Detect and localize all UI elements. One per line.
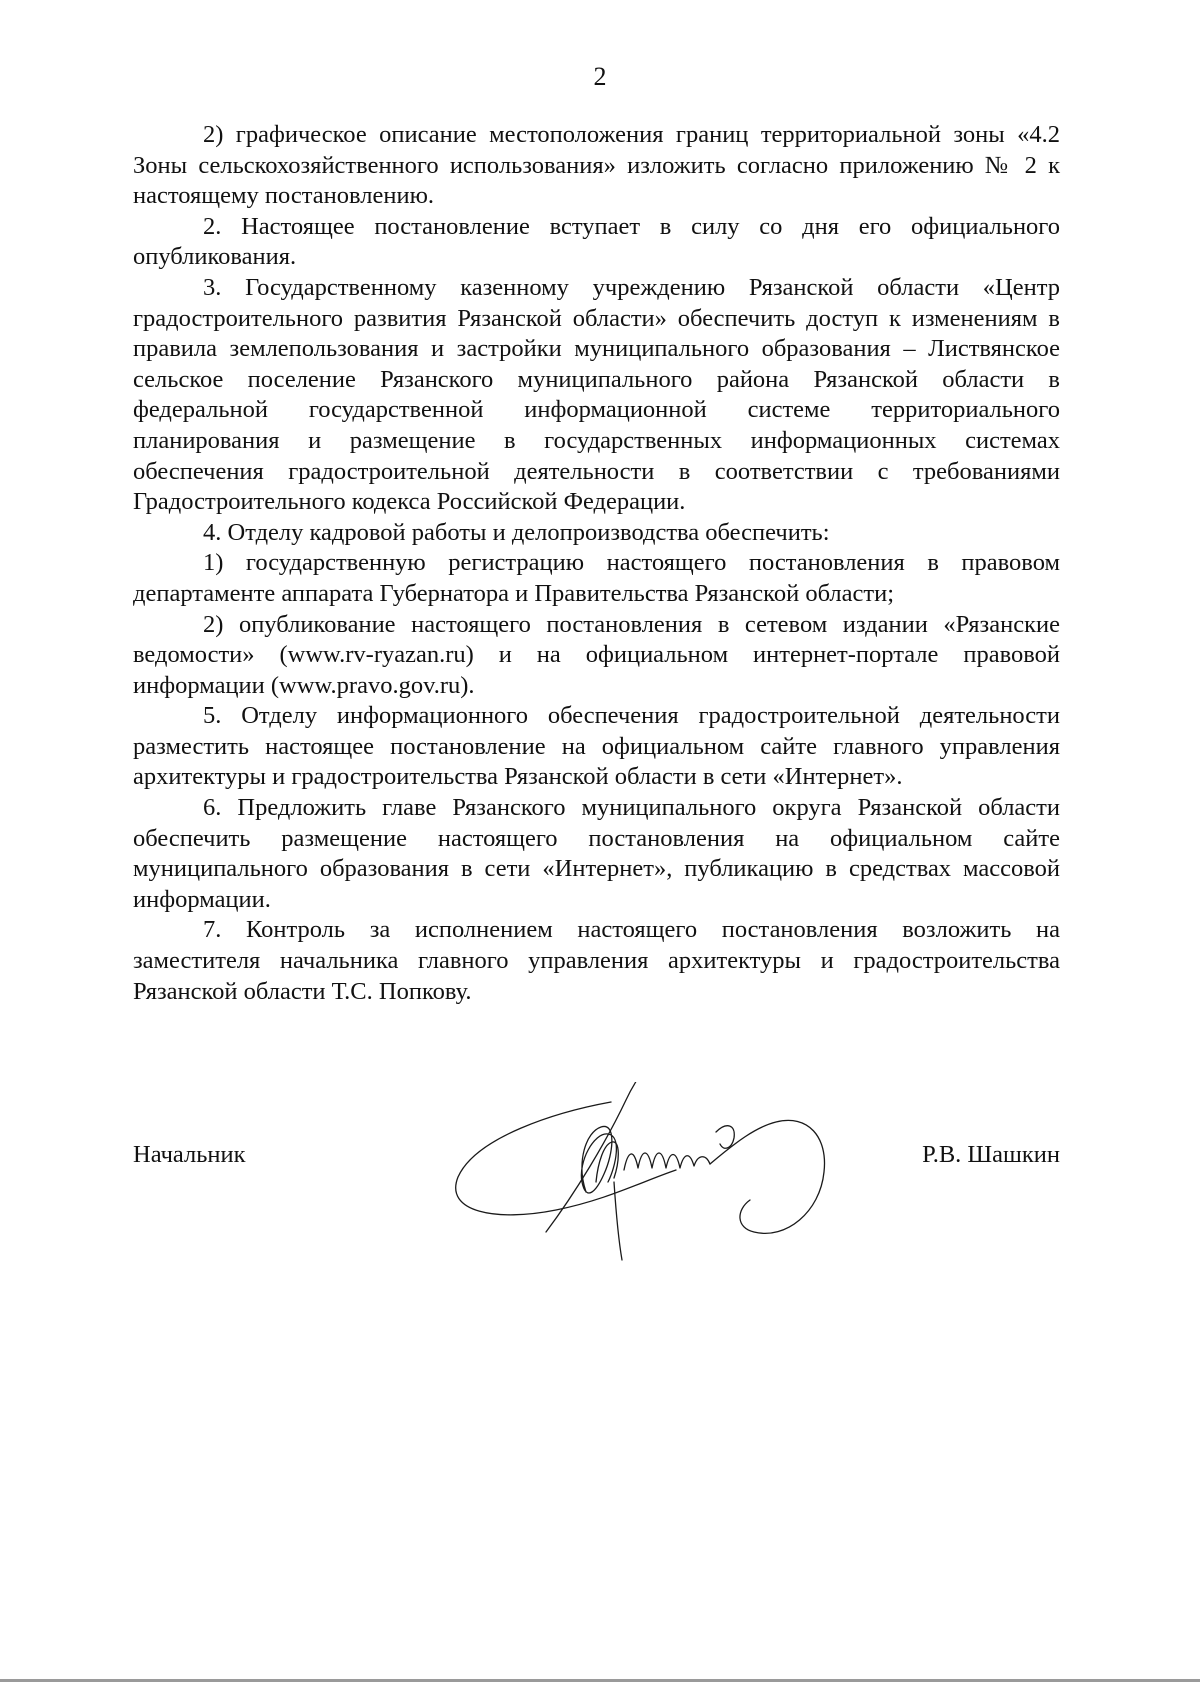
paragraph-item-6-municipal-head: 6. Предложить главе Рязанского муниципального округа Рязанской области обеспечить размещение настоящего постановления на официальном сайте муниципального образования в сети «Интернет», публикацию в средствах массовой информации.: [133, 794, 1060, 913]
signatory-position: Начальник: [133, 1141, 246, 1168]
paragraph-item-5-info-department: 5. Отделу информационного обеспечения градостроительной деятельности разместить настоящее постановление на официальном сайте главного управления архитектуры и градостроительства Рязанской области в сети «Интернет».: [133, 702, 1060, 791]
document-body: [133, 120, 1060, 1007]
paragraph-subitem-2-publication: 2) опубликование настоящего постановления в сетевом издании «Рязанские ведомости» (www.rv-ryazan.ru) и на официальном интернет-портале правовой информации (www.pravo.gov.ru).: [133, 610, 1060, 699]
scan-bottom-edge-divider: [0, 1679, 1200, 1682]
paragraph-item-4-hr-department: 4. Отделу кадровой работы и делопроизводства обеспечить:: [203, 518, 830, 546]
signatory-name: Р.В. Шашкин: [922, 1141, 1060, 1168]
page-number: 2: [593, 62, 607, 91]
paragraph-item-7-control: 7. Контроль за исполнением настоящего постановления возложить на заместителя начальника главного управления архитектуры и градостроительства Рязанской области Т.С. Попкову.: [133, 916, 1060, 1005]
paragraph-item-3-access: 3. Государственному казенному учреждению Рязанской области «Центр градостроительного развития Рязанской области» обеспечить доступ к изменениям в правила землепользования и застройки муниципального образования – Листвянское сельское поселение Рязанского муниципального района Рязанской области в федеральной государственной информационной системе территориального планирования и размещение в государственных информационных системах обеспечения градостроительной деятельности в соответствии с требованиями Градостроительного кодекса Российской Федерации.: [133, 273, 1060, 516]
paragraph-graphic-description: 2) графическое описание местоположения границ территориальной зоны «4.2 Зоны сельскохозяйственного использования» изложить согласно приложению № 2 к настоящему постановлению.: [133, 121, 1060, 210]
signature-block: [133, 1138, 1060, 1178]
paragraph-item-2-effective-date: 2. Настоящее постановление вступает в силу со дня его официального опубликования.: [133, 212, 1060, 271]
paragraph-subitem-1-registration: 1) государственную регистрацию настоящего постановления в правовом департаменте аппарата Губернатора и Правительства Рязанской области;: [133, 549, 1060, 607]
